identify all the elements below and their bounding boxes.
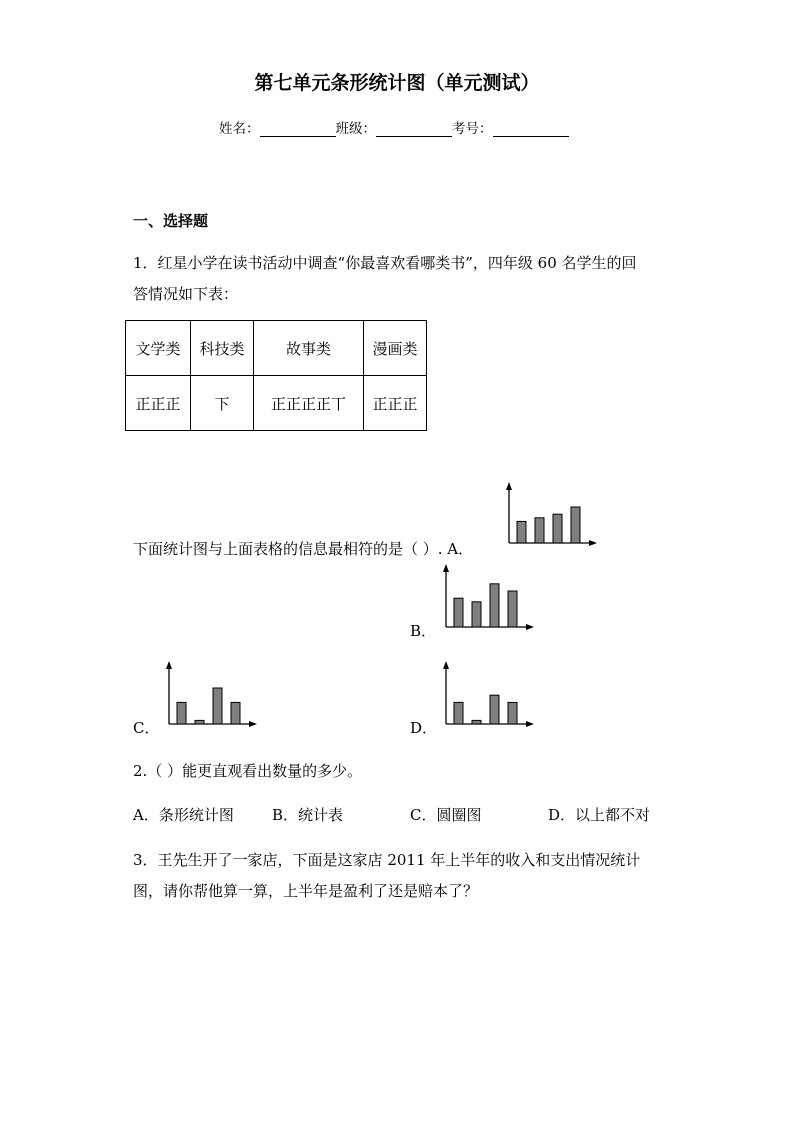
bar [517, 521, 526, 543]
page-title: 第七单元条形统计图（单元测试） [254, 72, 540, 94]
option-b-label[interactable]: B． [410, 622, 437, 640]
bar [535, 518, 544, 543]
question-1-line-1: 1．红星小学在读书活动中调查“你最喜欢看哪类书”，四年级 60 名学生的回 [133, 254, 637, 272]
class-label: 班级： [335, 121, 376, 137]
table-tally-cell: 正正正正丅 [254, 376, 364, 431]
bar [490, 695, 499, 724]
x-axis-arrow [526, 624, 534, 630]
y-axis-arrow [506, 482, 512, 490]
table-tally-row [126, 376, 427, 431]
y-axis-arrow [166, 661, 172, 669]
table-header-cell: 科技类 [191, 321, 254, 376]
x-axis-arrow [526, 721, 534, 727]
table-tally-cell: 下 [191, 376, 254, 431]
question-1-prompt: 下面统计图与上面表格的信息最相符的是（ ）. A． [133, 540, 474, 558]
question-3-line-1: 3．王先生开了一家店，下面是这家店 2011 年上半年的收入和支出情况统计 [133, 851, 641, 869]
question-1-line-2: 答情况如下表： [133, 285, 239, 303]
choice-c[interactable]: C．圆圈图 [410, 806, 482, 824]
x-axis-arrow [589, 540, 597, 546]
bar [454, 598, 463, 627]
exam-number-label: 考号： [452, 121, 493, 137]
option-d-label[interactable]: D． [410, 719, 438, 737]
table-header-cell: 漫画类 [364, 321, 427, 376]
table-header-cell: 文学类 [126, 321, 191, 376]
bar [231, 702, 240, 724]
bar [508, 702, 517, 724]
question-3-line-2: 图，请你帮他算一算，上半年是盈利了还是赔本了？ [133, 882, 479, 900]
bar [213, 688, 222, 724]
bar [472, 602, 481, 627]
bar [508, 591, 517, 627]
exam-number-blank[interactable] [493, 122, 569, 137]
name-label: 姓名： [219, 121, 260, 137]
choice-d[interactable]: D．以上都不对 [548, 806, 651, 824]
option-a-chart [500, 481, 600, 549]
table-tally-cell: 正正正 [126, 376, 191, 431]
bar [177, 702, 186, 724]
bar [472, 720, 481, 724]
section-heading-choice: 一、选择题 [133, 212, 209, 230]
student-info-line [219, 117, 569, 137]
y-axis-arrow [443, 661, 449, 669]
bar [571, 507, 580, 543]
bar [490, 584, 499, 627]
option-b-chart [437, 563, 537, 633]
y-axis-arrow [443, 564, 449, 572]
bar [553, 514, 562, 543]
table-tally-cell: 正正正 [364, 376, 427, 431]
option-d-chart [437, 660, 537, 730]
option-c-chart [160, 660, 260, 730]
choice-b[interactable]: B．统计表 [272, 806, 344, 824]
choice-a[interactable]: A．条形统计图 [133, 806, 234, 824]
question-2-text: 2.（ ）能更直观看出数量的多少。 [133, 762, 363, 780]
x-axis-arrow [249, 721, 257, 727]
option-c-label[interactable]: C． [133, 719, 160, 737]
class-blank[interactable] [376, 122, 452, 137]
table-header-cell: 故事类 [254, 321, 364, 376]
name-blank[interactable] [260, 122, 336, 137]
tally-table [125, 320, 427, 431]
table-header-row [126, 321, 427, 376]
bar [195, 720, 204, 724]
bar [454, 702, 463, 724]
